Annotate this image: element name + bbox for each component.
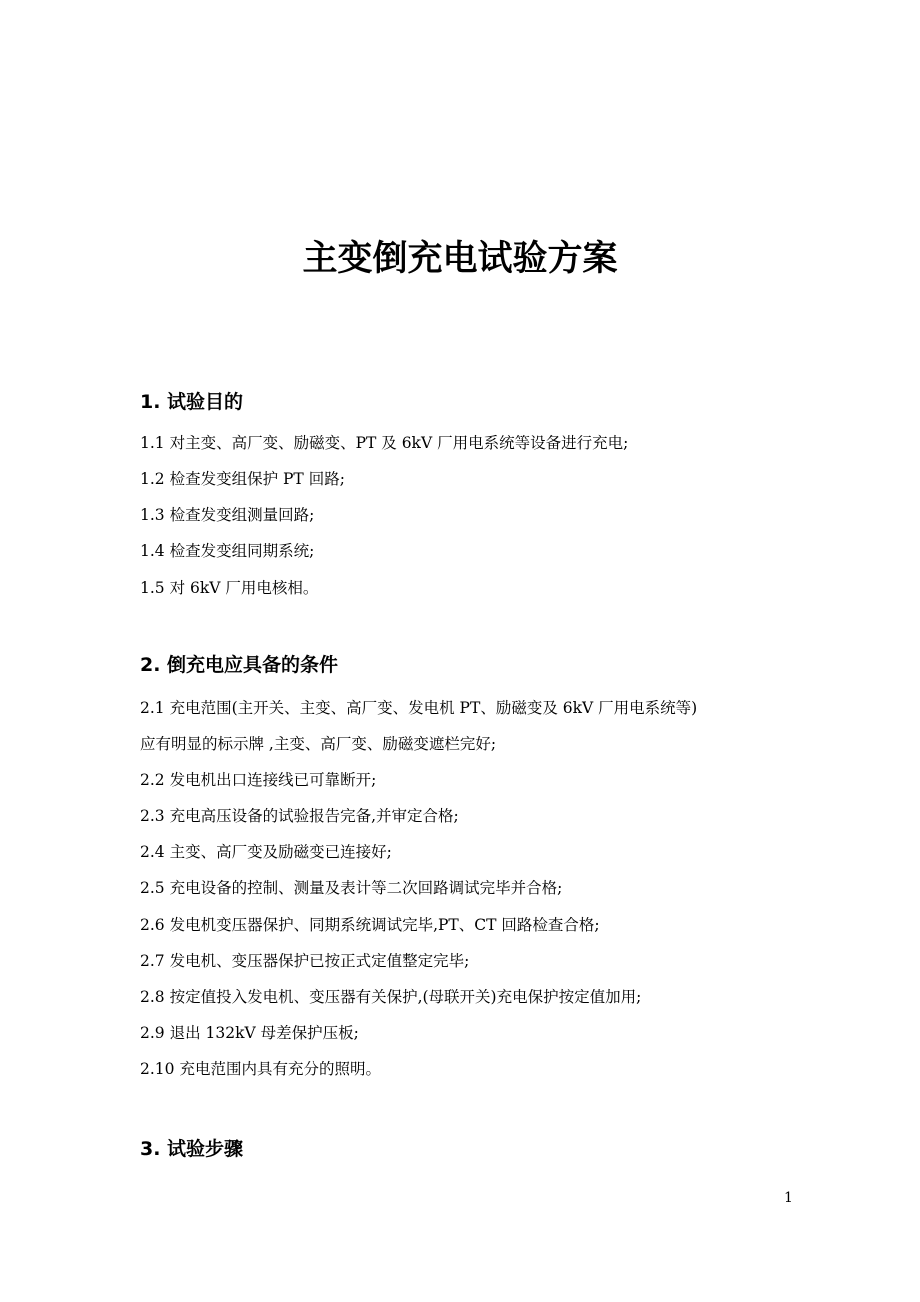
document-title: 主变倒充电试验方案 (302, 239, 618, 279)
text-line: 2.10 充电范围内具有充分的照明。 (140, 1060, 381, 1078)
text-line: 2.6 发电机变压器保护、同期系统调试完毕,PT、CT 回路检查合格; (140, 916, 600, 934)
text-line: 2.2 发电机出口连接线已可靠断开; (140, 771, 377, 789)
text-line: 1.2 检查发变组保护 PT 回路; (140, 470, 345, 488)
text-line: 2.1 充电范围(主开关、主变、高厂变、发电机 PT、励磁变及 6kV 厂用电系统等) (140, 699, 698, 717)
text-line: 2.7 发电机、变压器保护已按正式定值整定完毕; (140, 952, 470, 970)
text-line: 1.4 检查发变组同期系统; (140, 542, 315, 560)
text-line: 2.8 按定值投入发电机、变压器有关保护,(母联开关)充电保护按定值加用; (140, 988, 642, 1006)
text-line: 2.3 充电高压设备的试验报告完备,并审定合格; (140, 807, 459, 825)
section-heading-steps: 3. 试验步骤 (140, 1138, 244, 1160)
text-line: 应有明显的标示牌 ,主变、高厂变、励磁变遮栏完好; (140, 735, 497, 753)
text-line: 2.9 退出 132kV 母差保护压板; (140, 1024, 359, 1042)
page-number: 1 (784, 1190, 793, 1206)
text-line: 1.3 检查发变组测量回路; (140, 506, 315, 524)
text-line: 2.5 充电设备的控制、测量及表计等二次回路调试完毕并合格; (140, 879, 563, 897)
text-line: 2.4 主变、高厂变及励磁变已连接好; (140, 843, 392, 861)
text-line: 1.5 对 6kV 厂用电核相。 (140, 579, 319, 597)
section-heading-purpose: 1. 试验目的 (140, 391, 244, 413)
text-line: 1.1 对主变、高厂变、励磁变、PT 及 6kV 厂用电系统等设备进行充电; (140, 434, 629, 452)
section-heading-conditions: 2. 倒充电应具备的条件 (140, 654, 339, 676)
